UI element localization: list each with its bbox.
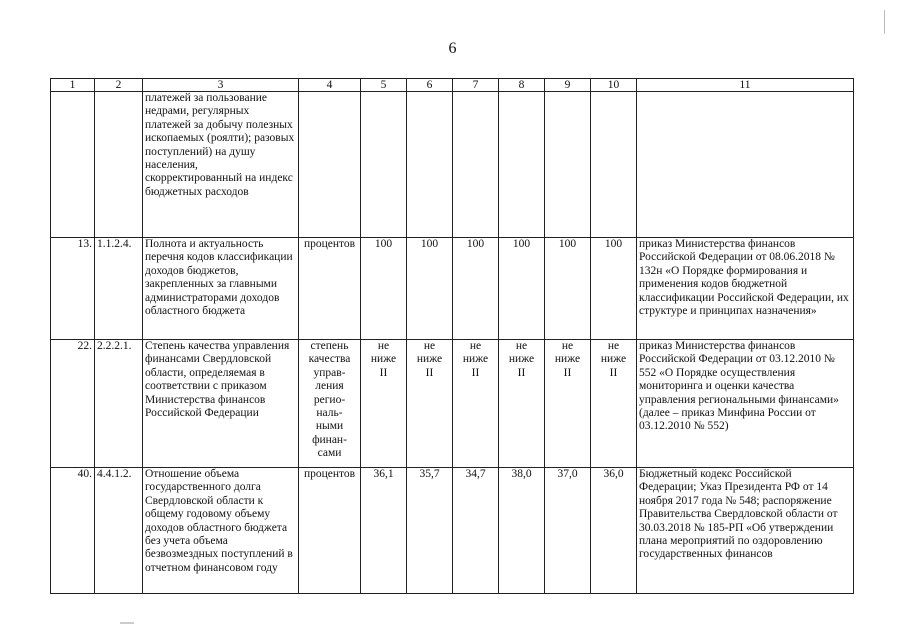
unit-line: качества bbox=[308, 353, 351, 366]
value-line: ниже bbox=[462, 353, 489, 366]
value-cell: 36,1 bbox=[361, 468, 407, 594]
scan-artifact bbox=[120, 622, 134, 624]
row-number-cell: 22. bbox=[51, 340, 95, 468]
value-line: ниже bbox=[370, 353, 397, 366]
row-unit-cell bbox=[299, 340, 361, 468]
value-line: не bbox=[469, 340, 482, 352]
value-cell bbox=[545, 340, 591, 468]
value-cell: 100 bbox=[499, 238, 545, 340]
value-cell: 34,7 bbox=[453, 468, 499, 594]
value-cell bbox=[407, 92, 453, 238]
value-cell: 35,7 bbox=[407, 468, 453, 594]
value-line: ниже bbox=[508, 353, 535, 366]
row-number-cell: 13. bbox=[51, 238, 95, 340]
value-cell bbox=[453, 340, 499, 468]
value-cell: 100 bbox=[545, 238, 591, 340]
row-description-cell: Полнота и актуальность перечня кодов классификации доходов бюджетов, закрепленных за главными администраторами доходов областного бюджета bbox=[143, 238, 299, 340]
value-line: II bbox=[471, 366, 480, 379]
value-line: ниже bbox=[416, 353, 443, 366]
header-cell: 6 bbox=[407, 79, 453, 92]
header-cell: 8 bbox=[499, 79, 545, 92]
row-description-cell: платежей за пользование недрами, регулярных платежей за добычу полезных ископаемых (роялти); разовых поступлений) на душу населения, скорректированный на индекс бюджетных расходов bbox=[143, 92, 299, 238]
value-cell: 100 bbox=[361, 238, 407, 340]
value-line: не bbox=[561, 340, 574, 352]
row-unit-cell bbox=[299, 92, 361, 238]
unit-line: сами bbox=[317, 447, 342, 460]
value-line: II bbox=[517, 366, 526, 379]
value-line: II bbox=[563, 366, 572, 379]
header-cell: 9 bbox=[545, 79, 591, 92]
row-reference-cell: приказ Министерства финансов Российской Федерации от 03.12.2010 № 552 «О Порядке осуществления мониторинга и оценки качества управления региональными финансами» (далее – приказ Минфина России от 03.12.2010 № 552) bbox=[637, 340, 854, 468]
header-cell: 5 bbox=[361, 79, 407, 92]
header-cell: 7 bbox=[453, 79, 499, 92]
value-line: II bbox=[609, 366, 618, 379]
row-reference-cell bbox=[637, 92, 854, 238]
unit-line: управ- bbox=[313, 366, 346, 379]
value-cell: 37,0 bbox=[545, 468, 591, 594]
unit-line: ными bbox=[315, 420, 344, 433]
value-cell bbox=[591, 92, 637, 238]
header-cell: 1 bbox=[51, 79, 95, 92]
value-line: не bbox=[423, 340, 436, 352]
value-line: ниже bbox=[600, 353, 627, 366]
unit-line: ления bbox=[315, 380, 344, 393]
value-cell bbox=[453, 92, 499, 238]
header-cell: 4 bbox=[299, 79, 361, 92]
unit-line: наль- bbox=[316, 407, 343, 420]
value-line: ниже bbox=[554, 353, 581, 366]
row-code-cell bbox=[95, 92, 143, 238]
value-cell bbox=[499, 340, 545, 468]
row-unit-cell: процентов bbox=[299, 238, 361, 340]
row-code-cell: 4.4.1.2. bbox=[95, 468, 143, 594]
value-cell: 100 bbox=[591, 238, 637, 340]
value-line: II bbox=[379, 366, 388, 379]
value-cell: 100 bbox=[407, 238, 453, 340]
value-cell bbox=[361, 340, 407, 468]
table-row bbox=[51, 340, 854, 468]
value-line: не bbox=[607, 340, 620, 352]
value-cell bbox=[499, 92, 545, 238]
scan-edge-mark bbox=[884, 10, 885, 34]
row-description-cell: Степень качества управления финансами Свердловской области, определяемая в соответствии с приказом Министерства финансов Российской Федерации bbox=[143, 340, 299, 468]
value-cell bbox=[361, 92, 407, 238]
value-line: II bbox=[425, 366, 434, 379]
unit-line: степень bbox=[310, 340, 349, 352]
header-cell: 10 bbox=[591, 79, 637, 92]
table-header-row bbox=[51, 79, 854, 92]
header-cell: 2 bbox=[95, 79, 143, 92]
row-unit-cell: процентов bbox=[299, 468, 361, 594]
value-cell: 36,0 bbox=[591, 468, 637, 594]
row-reference-cell: Бюджетный кодекс Российской Федерации; Указ Президента РФ от 14 ноября 2017 года № 548; распоряжение Правительства Свердловской области от 30.03.2018 № 185-РП «Об утверждении плана мероприятий по оздоровлению государственных финансов bbox=[637, 468, 854, 594]
value-line: не bbox=[515, 340, 528, 352]
value-cell: 38,0 bbox=[499, 468, 545, 594]
value-cell: 100 bbox=[453, 238, 499, 340]
unit-line: финан- bbox=[312, 433, 347, 446]
header-cell: 3 bbox=[143, 79, 299, 92]
page-number: 6 bbox=[448, 40, 457, 57]
table-row bbox=[51, 238, 854, 340]
value-cell bbox=[591, 340, 637, 468]
row-description-cell: Отношение объема государственного долга Свердловской области к общему годовому объему доходов областного бюджета без учета объема безвозмездных поступлений в отчетном финансовом году bbox=[143, 468, 299, 594]
table-row-continuation bbox=[51, 92, 854, 238]
unit-line: регио- bbox=[313, 393, 346, 406]
row-code-cell: 1.1.2.4. bbox=[95, 238, 143, 340]
value-cell bbox=[545, 92, 591, 238]
table-row bbox=[51, 468, 854, 594]
value-line: не bbox=[377, 340, 390, 352]
row-number-cell bbox=[51, 92, 95, 238]
header-cell: 11 bbox=[637, 79, 854, 92]
row-reference-cell: приказ Министерства финансов Российской Федерации от 08.06.2018 № 132н «О Порядке формирования и применения кодов бюджетной классификации Российской Федерации, их структуре и принципах назначения» bbox=[637, 238, 854, 340]
indicators-table bbox=[50, 78, 854, 594]
row-number-cell: 40. bbox=[51, 468, 95, 594]
value-cell bbox=[407, 340, 453, 468]
row-code-cell: 2.2.2.1. bbox=[95, 340, 143, 468]
